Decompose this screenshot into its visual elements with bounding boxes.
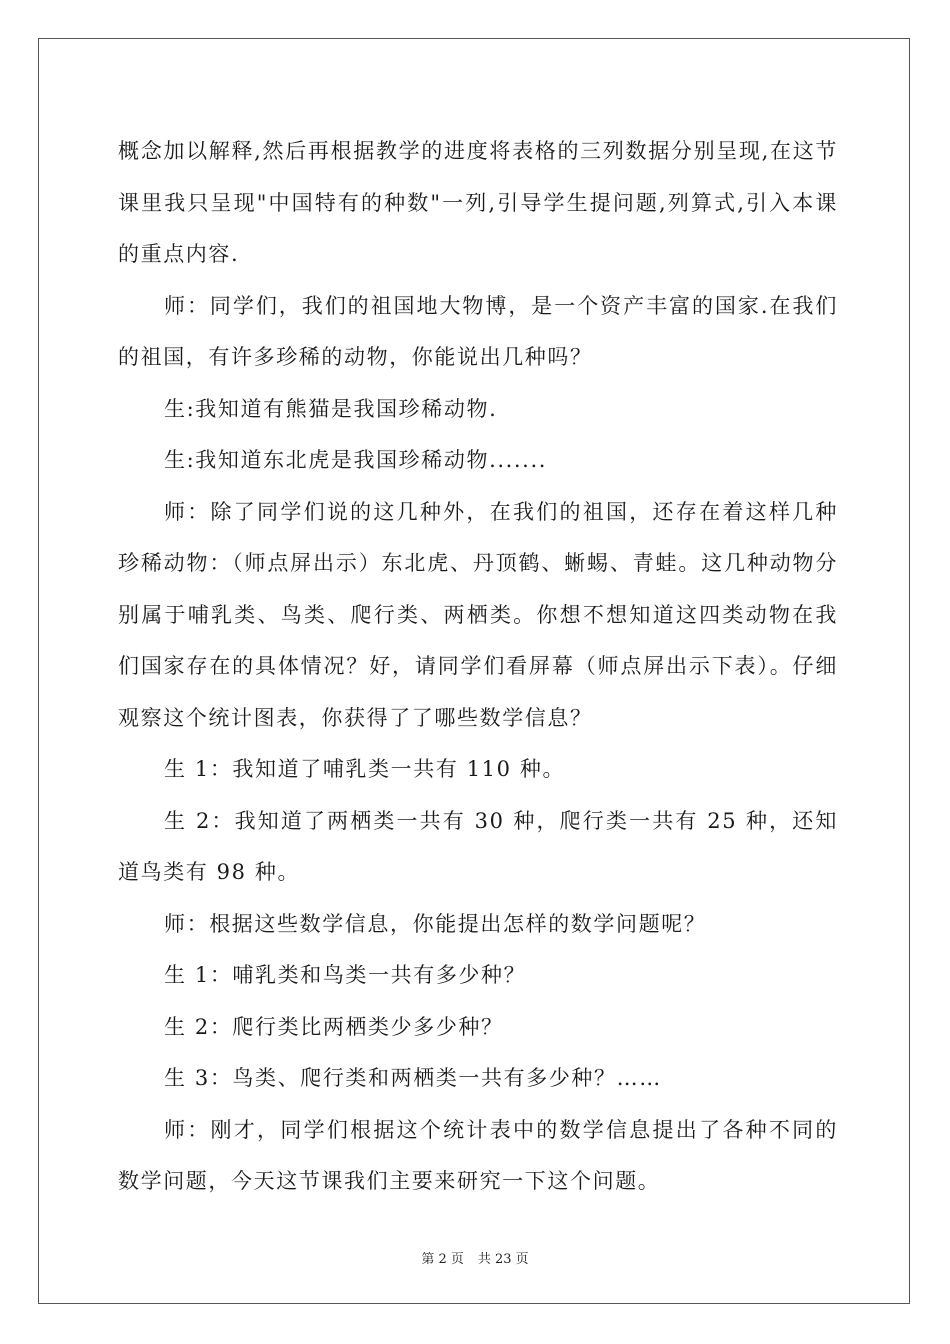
- page-total: 共 23 页: [477, 1252, 529, 1267]
- paragraph-4: 生:我知道东北虎是我国珍稀动物.......: [164, 448, 548, 472]
- paragraph-10: 生 2：爬行类比两栖类少多少种？: [164, 1014, 504, 1039]
- page-number: 第 2 页: [421, 1252, 464, 1267]
- paragraph-3: 生:我知道有熊猫是我国珍稀动物.: [164, 396, 498, 421]
- paragraph-2: 师：同学们，我们的祖国地大物博，是一个资产丰富的国家.在我们的祖国，有许多珍稀的动物，你能说出几种吗？: [118, 293, 838, 369]
- paragraph-7: 生 2：我知道了两栖类一共有 30 种，爬行类一共有 25 种，还知道鸟类有 98 种。: [118, 808, 838, 884]
- paragraph-12: 师：刚才，同学们根据这个统计表中的数学信息提出了各种不同的数学问题，今天这节课我们主要来研究一下这个问题。: [118, 1117, 838, 1193]
- paragraph-11: 生 3：鸟类、爬行类和两栖类一共有多少种？……: [164, 1066, 662, 1090]
- document-body: [118, 126, 838, 1208]
- paragraph-8: 师：根据这些数学信息，你能提出怎样的数学问题呢？: [164, 911, 707, 936]
- paragraph-5: 师：除了同学们说的这几种外，在我们的祖国，还存在着这样几种珍稀动物：（师点屏出示）东北虎、丹顶鹤、蜥蜴、青蛙。这几种动物分别属于哺乳类、鸟类、爬行类、两栖类。你想不想知道这四类动物在我们国家存在的具体情况？好，请同学们看屏幕（师点屏出示下表）。仔细观察这个统计图表，你获得了了哪些数学信息？: [118, 499, 838, 730]
- paragraph-6: 生 1：我知道了哺乳类一共有 110 种。: [164, 757, 566, 781]
- page-footer: [0, 1248, 950, 1267]
- paragraph-1: 概念加以解释,然后再根据教学的进度将表格的三列数据分别呈现,在这节课里我只呈现"中国特有的种数"一列,引导学生提问题,列算式,引入本课的重点内容.: [118, 139, 838, 266]
- paragraph-9: 生 1：哺乳类和鸟类一共有多少种？: [164, 963, 527, 987]
